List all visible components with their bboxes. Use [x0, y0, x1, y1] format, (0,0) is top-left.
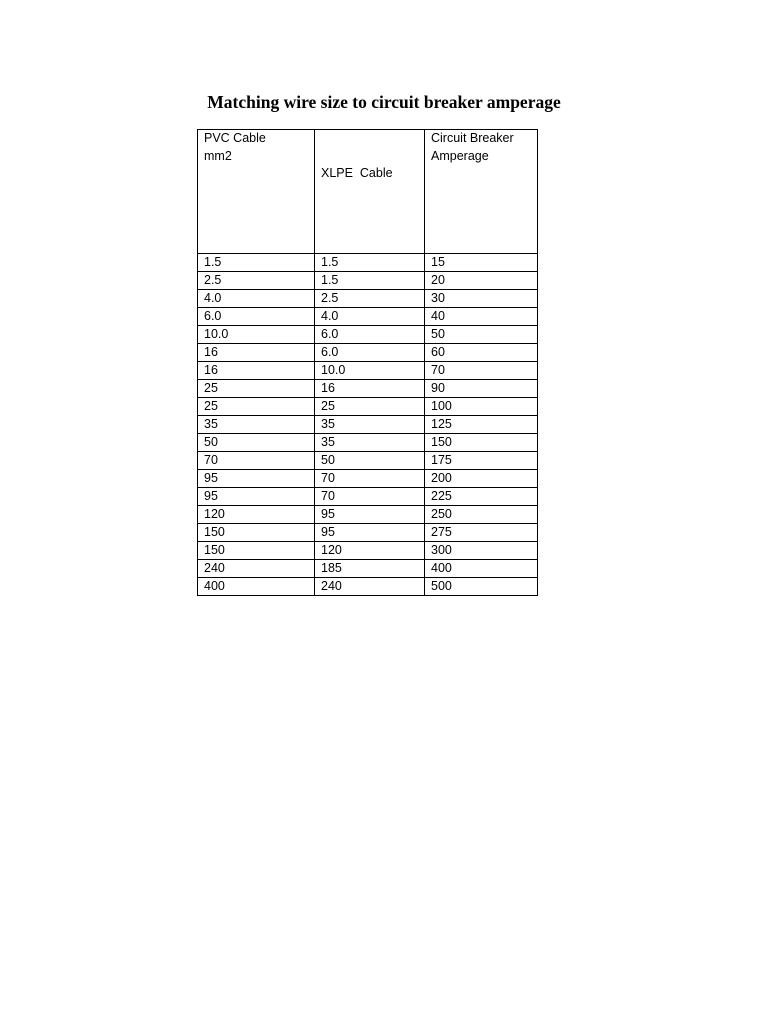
- cell-pvc: 4.0: [198, 289, 315, 307]
- table-row: [198, 415, 538, 433]
- cell-amperage: 225: [425, 487, 538, 505]
- cell-xlpe: 35: [315, 415, 425, 433]
- cell-xlpe: 6.0: [315, 325, 425, 343]
- cell-amperage: 175: [425, 451, 538, 469]
- cell-xlpe: 70: [315, 487, 425, 505]
- cell-amperage: 125: [425, 415, 538, 433]
- table-row: [198, 343, 538, 361]
- cell-amperage: 70: [425, 361, 538, 379]
- cell-pvc: 16: [198, 361, 315, 379]
- cell-pvc: 16: [198, 343, 315, 361]
- cell-xlpe: 4.0: [315, 307, 425, 325]
- cell-xlpe: 1.5: [315, 271, 425, 289]
- cell-amperage: 90: [425, 379, 538, 397]
- cell-xlpe: 120: [315, 541, 425, 559]
- cell-amperage: 500: [425, 577, 538, 595]
- cell-pvc: 240: [198, 559, 315, 577]
- table-row: [198, 325, 538, 343]
- cell-xlpe: 50: [315, 451, 425, 469]
- table-row: [198, 307, 538, 325]
- table-row: [198, 397, 538, 415]
- cell-pvc: 150: [198, 523, 315, 541]
- header-text: XLPE Cable: [321, 166, 393, 180]
- cell-xlpe: 6.0: [315, 343, 425, 361]
- cell-amperage: 100: [425, 397, 538, 415]
- cell-pvc: 25: [198, 397, 315, 415]
- cell-amperage: 250: [425, 505, 538, 523]
- table-row: [198, 271, 538, 289]
- header-pvc-cable: [198, 130, 315, 254]
- cell-xlpe: 10.0: [315, 361, 425, 379]
- header-text: PVC Cable: [204, 131, 266, 145]
- cell-pvc: 400: [198, 577, 315, 595]
- cell-xlpe: 240: [315, 577, 425, 595]
- table-row: [198, 505, 538, 523]
- table-row: [198, 541, 538, 559]
- cell-xlpe: 2.5: [315, 289, 425, 307]
- cell-pvc: 35: [198, 415, 315, 433]
- cell-pvc: 95: [198, 469, 315, 487]
- header-xlpe-cable: [315, 130, 425, 254]
- cell-amperage: 150: [425, 433, 538, 451]
- cell-pvc: 95: [198, 487, 315, 505]
- cell-xlpe: 16: [315, 379, 425, 397]
- cell-pvc: 10.0: [198, 325, 315, 343]
- cell-xlpe: 1.5: [315, 253, 425, 271]
- cell-pvc: 70: [198, 451, 315, 469]
- cell-xlpe: 70: [315, 469, 425, 487]
- table-header-row: [198, 130, 538, 254]
- cell-pvc: 6.0: [198, 307, 315, 325]
- cell-xlpe: 185: [315, 559, 425, 577]
- table-body: [198, 130, 538, 596]
- table-row: [198, 451, 538, 469]
- table-row: [198, 469, 538, 487]
- cell-amperage: 400: [425, 559, 538, 577]
- table-row: [198, 379, 538, 397]
- cell-pvc: 25: [198, 379, 315, 397]
- header-text: Circuit Breaker: [431, 131, 514, 145]
- table-row: [198, 487, 538, 505]
- cell-xlpe: 35: [315, 433, 425, 451]
- cell-amperage: 30: [425, 289, 538, 307]
- table-row: [198, 253, 538, 271]
- table-row: [198, 559, 538, 577]
- wire-size-table: [197, 129, 538, 596]
- cell-xlpe: 25: [315, 397, 425, 415]
- cell-amperage: 275: [425, 523, 538, 541]
- document-title: Matching wire size to circuit breaker amperage: [207, 92, 561, 112]
- cell-amperage: 40: [425, 307, 538, 325]
- cell-pvc: 120: [198, 505, 315, 523]
- header-text: Amperage: [431, 148, 489, 163]
- cell-xlpe: 95: [315, 505, 425, 523]
- cell-pvc: 150: [198, 541, 315, 559]
- cell-amperage: 200: [425, 469, 538, 487]
- table-row: [198, 433, 538, 451]
- table-row: [198, 523, 538, 541]
- cell-pvc: 1.5: [198, 253, 315, 271]
- cell-pvc: 50: [198, 433, 315, 451]
- header-text: mm2: [204, 148, 232, 163]
- cell-amperage: 50: [425, 325, 538, 343]
- cell-amperage: 300: [425, 541, 538, 559]
- cell-amperage: 60: [425, 343, 538, 361]
- table-row: [198, 289, 538, 307]
- cell-xlpe: 95: [315, 523, 425, 541]
- table-row: [198, 577, 538, 595]
- cell-amperage: 20: [425, 271, 538, 289]
- cell-pvc: 2.5: [198, 271, 315, 289]
- table-row: [198, 361, 538, 379]
- cell-amperage: 15: [425, 253, 538, 271]
- header-circuit-breaker: [425, 130, 538, 254]
